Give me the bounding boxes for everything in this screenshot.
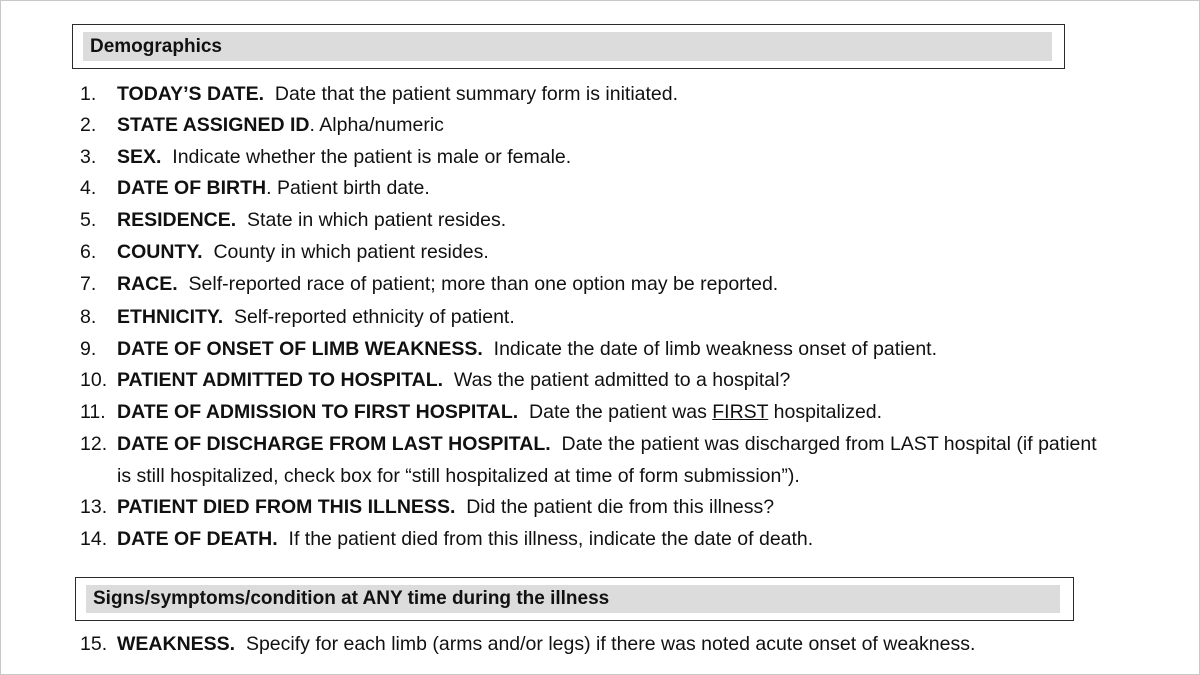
item-label: DATE OF ONSET OF LIMB WEAKNESS. [117,338,483,360]
item-number: 7. [80,273,97,295]
item-number: 9. [80,338,97,360]
item-description-start: Date the patient was [529,401,713,423]
list-item [80,306,515,328]
item-number: 8. [80,306,97,328]
section-title: Signs/symptoms/condition at ANY time during the illness [93,588,610,609]
item-description: Self-reported race of patient; more than one option may be reported. [188,273,779,295]
section-header-signs-symptoms [75,577,1074,621]
item-description: Indicate whether the patient is male or female. [172,146,572,168]
item-description-end: hospitalized. [768,401,883,423]
item-description-emphasis: FIRST [712,401,769,423]
list-item [80,401,882,423]
list-item [80,209,506,231]
item-number: 11. [80,401,106,423]
item-label: DATE OF DISCHARGE FROM LAST HOSPITAL. [117,433,551,455]
section-header-shading [83,32,1052,61]
list-item [80,83,678,105]
list-item [80,114,444,136]
list-item [80,273,778,295]
section-header-demographics [72,24,1065,69]
list-item [80,369,790,391]
item-label: PATIENT ADMITTED TO HOSPITAL. [117,369,444,391]
item-label: ETHNICITY. [117,306,224,328]
item-description: Was the patient admitted to a hospital? [453,369,791,391]
item-number: 10. [80,369,108,391]
item-description: County in which patient resides. [213,241,489,263]
item-number: 4. [80,177,97,199]
item-number: 13. [80,496,108,518]
item-description: Specify for each limb (arms and/or legs) if there was noted acute onset of weakness. [245,633,976,655]
item-description: If the patient died from this illness, indicate the date of death. [288,528,814,550]
list-item [80,241,489,263]
item-label: DATE OF ADMISSION TO FIRST HOSPITAL. [117,401,519,423]
item-number: 6. [80,241,97,263]
item-description [529,401,882,423]
item-number: 2. [80,114,97,136]
list-item [80,177,430,199]
item-description: Did the patient die from this illness? [466,496,775,518]
item-description: Date the patient was discharged from LAST hospital (if patient [561,433,1097,455]
list-item [80,433,1097,455]
item-description: State in which patient resides. [247,209,507,231]
item-number: 5. [80,209,97,231]
section-title: Demographics [90,35,222,57]
item-label: STATE ASSIGNED ID [117,114,310,136]
item-label: RACE. [117,273,178,295]
list-item [80,528,813,550]
item-description: . Patient birth date. [266,177,430,199]
item-label: COUNTY. [117,241,203,263]
list-item [80,146,571,168]
list-item [80,496,774,518]
item-label: WEAKNESS. [117,633,236,655]
item-number: 12. [80,433,108,455]
item-number: 14. [80,528,108,550]
item-number: 15. [80,633,108,655]
item-number: 3. [80,146,97,168]
item-label: DATE OF BIRTH [117,177,267,199]
item-description: . Alpha/numeric [309,114,444,136]
item-label: PATIENT DIED FROM THIS ILLNESS. [117,496,456,518]
list-item [80,633,975,655]
item-description: Self-reported ethnicity of patient. [234,306,515,328]
item-label: RESIDENCE. [117,209,237,231]
item-description: Date that the patient summary form is initiated. [274,83,679,105]
item-label: TODAY’S DATE. [117,83,265,105]
item-description-continuation: is still hospitalized, check box for “still hospitalized at time of form submission”). [117,465,800,487]
list-item [80,338,937,360]
item-description: Indicate the date of limb weakness onset of patient. [493,338,938,360]
item-label: SEX. [117,146,162,168]
item-number: 1. [80,83,97,105]
item-label: DATE OF DEATH. [117,528,278,550]
